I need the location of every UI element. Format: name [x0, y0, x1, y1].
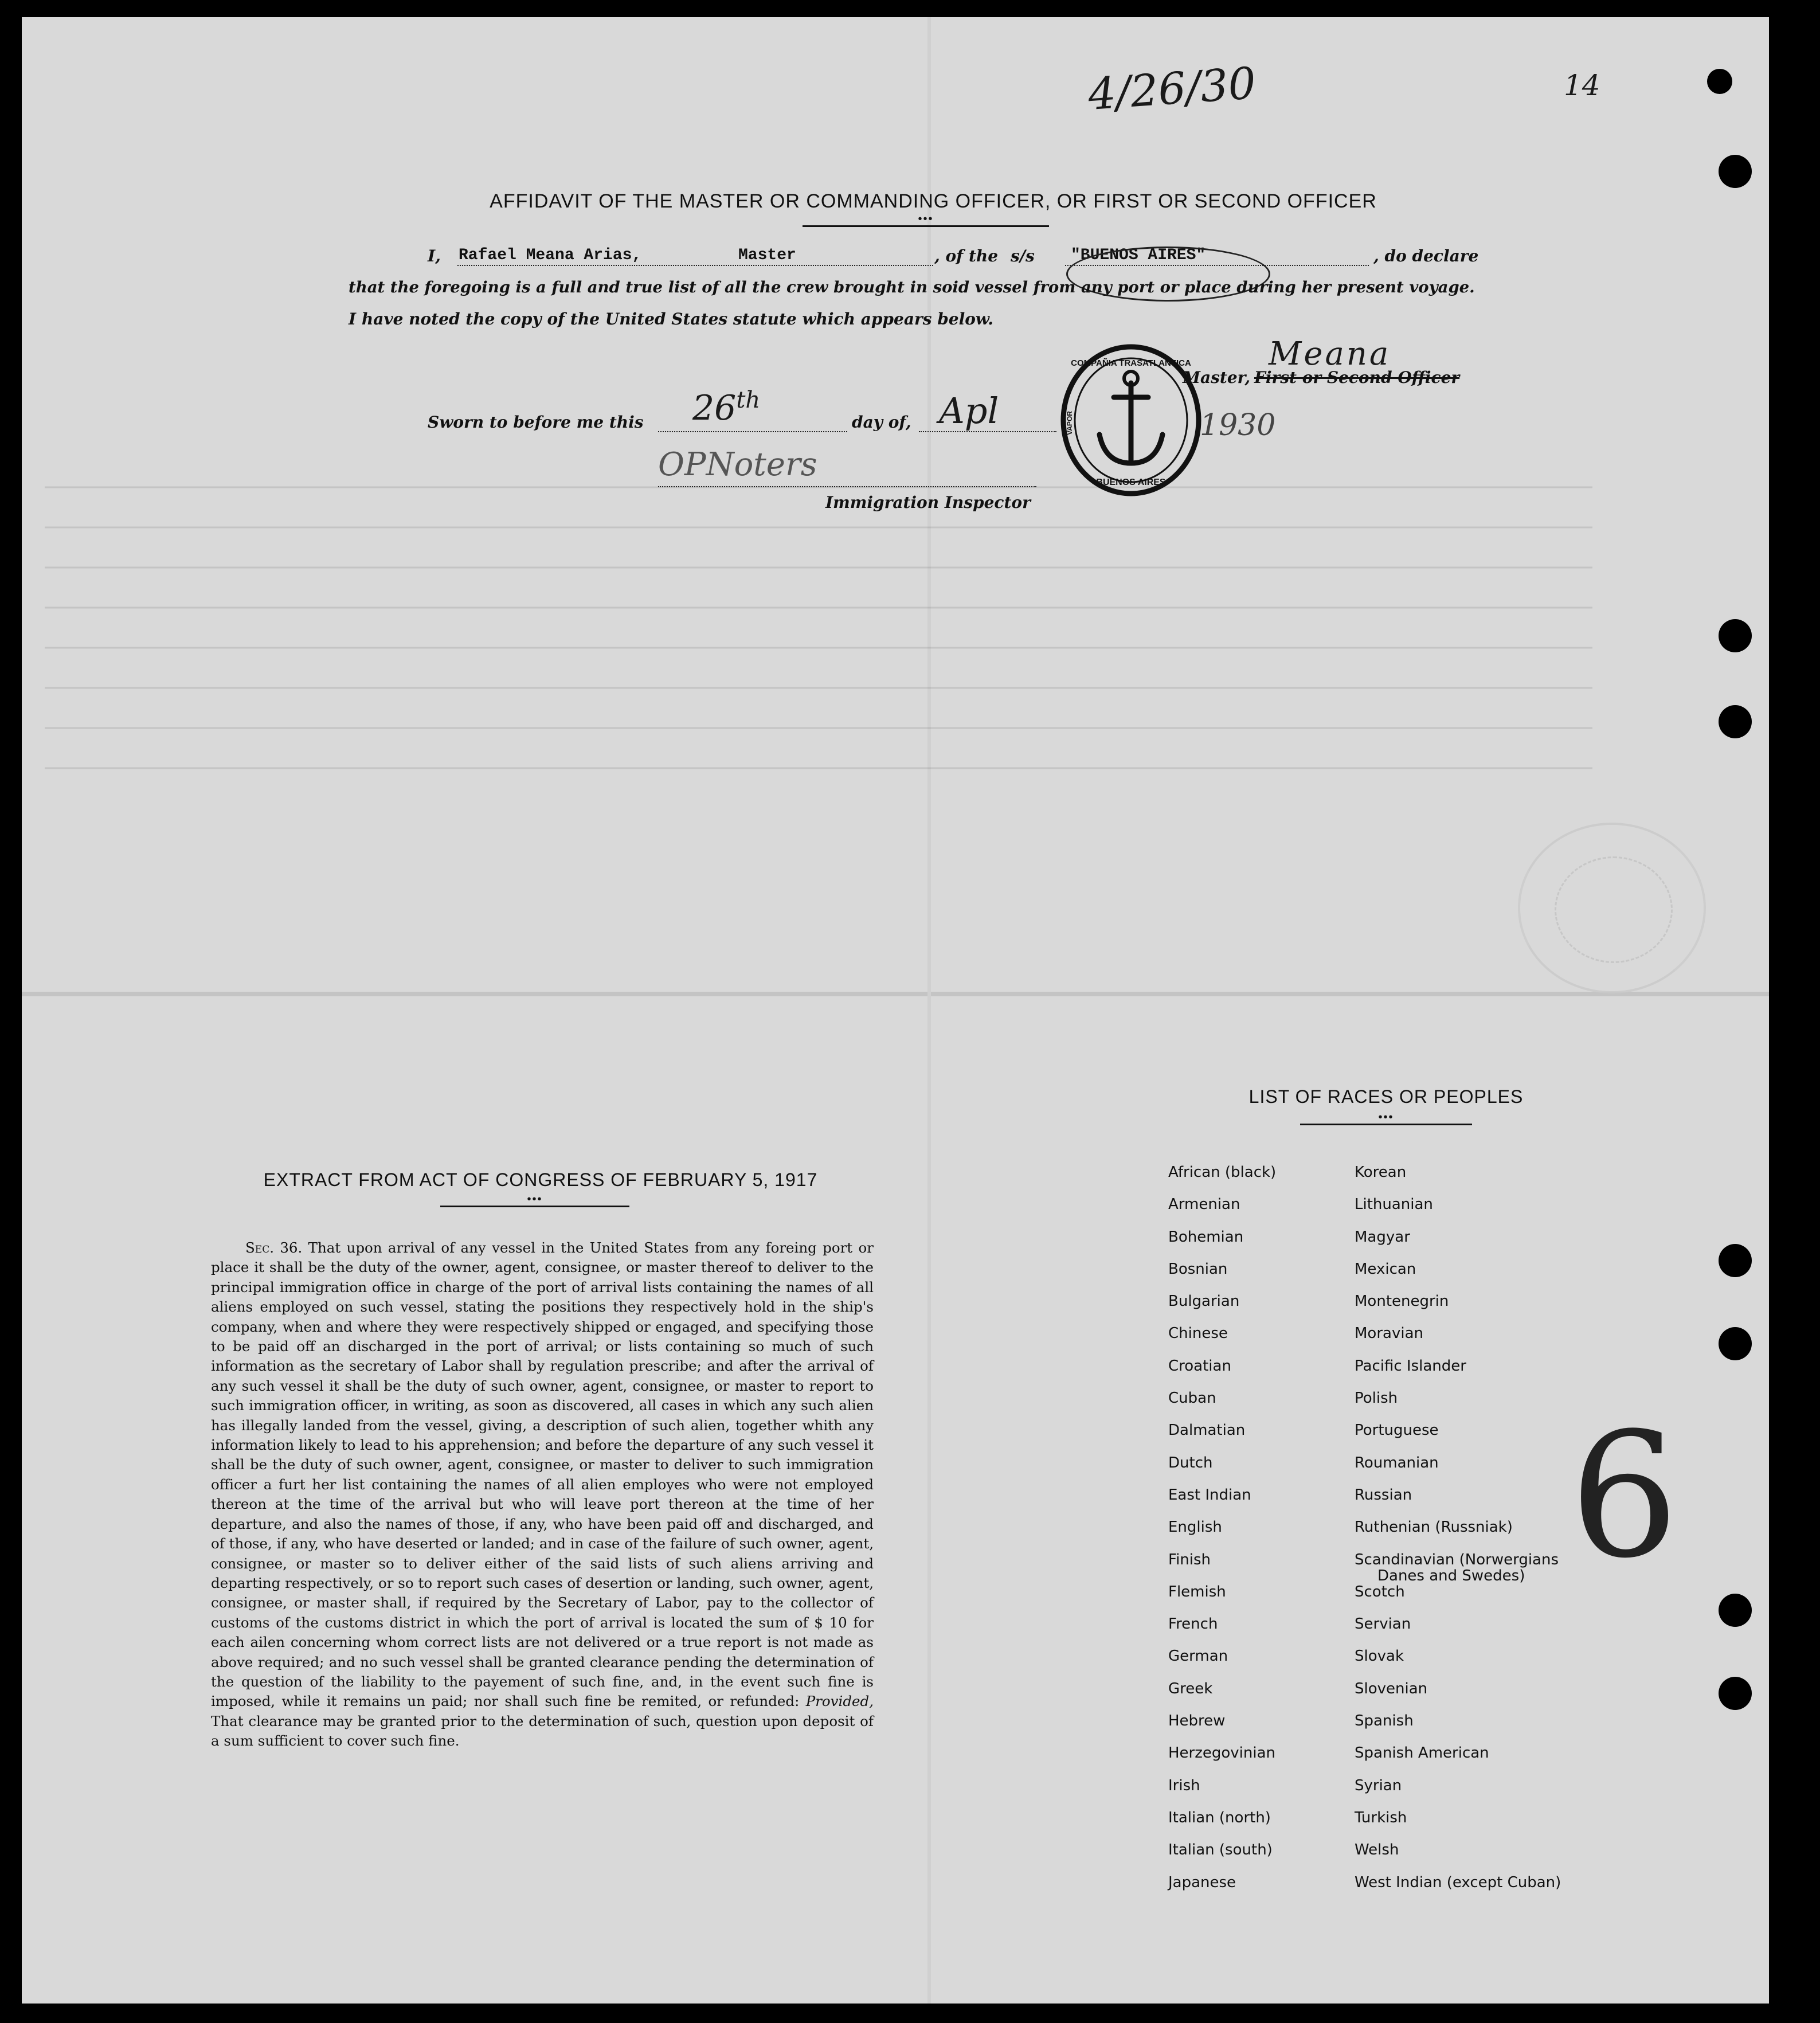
- race-item: Turkish: [1355, 1809, 1407, 1826]
- stamp-bottom-text: BUENOS AIRES: [1096, 478, 1166, 487]
- inspector-signature: OPNoters: [658, 446, 817, 483]
- race-item: African (black): [1168, 1164, 1277, 1181]
- race-item: Portuguese: [1355, 1422, 1439, 1439]
- race-item: Servian: [1355, 1615, 1411, 1633]
- race-item: Spanish: [1355, 1712, 1414, 1730]
- day-value: 26: [692, 388, 737, 428]
- document-page: [22, 17, 1769, 2004]
- race-item-continuation: Danes and Swedes): [1377, 1567, 1525, 1584]
- binder-hole: [1719, 619, 1752, 652]
- race-item: German: [1168, 1648, 1228, 1665]
- declaration-line-3: I have noted the copy of the United States statute which appears below.: [349, 310, 993, 328]
- day-superscript: th: [736, 387, 761, 413]
- race-item: Lithuanian: [1355, 1196, 1433, 1214]
- binder-hole: [1719, 1677, 1752, 1710]
- day-underline: [658, 431, 847, 432]
- extract-ornament: [440, 1206, 629, 1207]
- race-item: Cuban: [1168, 1390, 1216, 1407]
- company-anchor-stamp: [1059, 343, 1203, 498]
- race-item: Montenegrin: [1355, 1293, 1449, 1310]
- vessel-name: "BUENOS AIRES": [1071, 246, 1206, 264]
- i-label: I,: [428, 246, 441, 265]
- race-item: Korean: [1355, 1164, 1407, 1181]
- master-label: Master,: [1183, 368, 1251, 387]
- races-list-right: [1355, 1164, 1561, 1906]
- embossed-seal-inner: [1555, 856, 1673, 963]
- of-the-label: , of the: [934, 246, 999, 265]
- race-item: English: [1168, 1519, 1222, 1536]
- races-ornament: [1300, 1124, 1472, 1125]
- race-item: Bosnian: [1168, 1260, 1228, 1278]
- race-item: Welsh: [1355, 1841, 1399, 1859]
- bleed-through-table: [45, 453, 1592, 969]
- race-item: Bohemian: [1168, 1228, 1244, 1246]
- stamp-top-text: COMPAÑIA TRASATLANTICA: [1071, 358, 1191, 368]
- race-item: Pacific Islander: [1355, 1357, 1466, 1375]
- races-list-left: [1168, 1164, 1276, 1906]
- race-item: Dutch: [1168, 1454, 1213, 1472]
- stamp-side-text: VAPOR: [1066, 411, 1074, 435]
- race-item: French: [1168, 1615, 1218, 1633]
- struck-officer-label: First or Second Officer: [1254, 368, 1460, 387]
- horizontal-fold: [22, 992, 1769, 996]
- handwritten-month: Apl: [939, 390, 999, 432]
- race-item: Polish: [1355, 1390, 1398, 1407]
- inspector-label: Immigration Inspector: [825, 493, 1031, 512]
- race-item: Hebrew: [1168, 1712, 1226, 1730]
- vessel-prefix: s/s: [1011, 246, 1035, 265]
- master-name: Rafael Meana Arias,: [459, 246, 642, 264]
- embossed-seal: [1518, 823, 1706, 993]
- handwritten-year: 1930: [1200, 408, 1276, 443]
- provided-word: Provided,: [805, 1693, 874, 1710]
- race-item: Croatian: [1168, 1357, 1231, 1375]
- race-item: Syrian: [1355, 1777, 1402, 1794]
- binder-hole: [1719, 1244, 1752, 1277]
- race-item: West Indian (except Cuban): [1355, 1873, 1561, 1891]
- race-item: Ruthenian (Russniak): [1355, 1519, 1513, 1536]
- race-item: Greek: [1168, 1680, 1213, 1697]
- race-item: Dalmatian: [1168, 1422, 1246, 1439]
- race-item: Flemish: [1168, 1583, 1226, 1601]
- race-item: Spanish American: [1355, 1744, 1489, 1762]
- name-underline: [457, 265, 933, 266]
- binder-hole: [1719, 1327, 1752, 1360]
- race-item: Italian (south): [1168, 1841, 1273, 1859]
- race-item: Finish: [1168, 1551, 1211, 1568]
- extract-body-end: That clearance may be granted prior to the determination of such, question upon deposit of a sum sufficient to cover such fine.: [211, 1712, 874, 1750]
- race-item: Mexican: [1355, 1260, 1416, 1278]
- do-declare-label: , do declare: [1373, 246, 1479, 265]
- race-item: Russian: [1355, 1486, 1412, 1504]
- master-signature: Meana: [1269, 335, 1391, 373]
- binder-hole: [1719, 1594, 1752, 1627]
- binder-hole: [1707, 69, 1732, 94]
- race-item: Scotch: [1355, 1583, 1405, 1601]
- race-item: Irish: [1168, 1777, 1200, 1794]
- binder-hole: [1719, 155, 1752, 188]
- race-item: East Indian: [1168, 1486, 1251, 1504]
- race-item: Japanese: [1168, 1873, 1236, 1891]
- day-of-label: day of,: [852, 413, 911, 432]
- binder-hole: [1719, 705, 1752, 738]
- extract-body-main: That upon arrival of any vessel in the United States from any foreing port or place it shall be the duty of the owner, agent, consignee, or master thereof to deliver to the principal immigration office in charge of the port of arrival lists containing the names of all aliens employed on such vessel, stating the positions they respectively hold in the ship's company, when and where they were respectively shipped or engaged, and specifying those to be paid off an discharged in the port of arrival; or lists containing so much of such information as the secretary of Labor shall by regulation prescribe; and after the arrival of any such vessel it shall be the duty of such owner, agent, consignee, or master to report to such immigration officer, in writing, as soon as discovered, all cases in which any such alien has illegally landed from the vessel, giving, a description of such alien, together whith any information likely to lead to his apprehension; and before the departure of any such vessel it shall be the duty of such owner, agent, consignee, or master to deliver to such immigration officer a furt her list containing the names of all alien employes who were not employed thereon at the time of the arrival but who will leave port thereon at the time of her departure, and also the names of those, if any, who have been paid off and discharged, and of those, if any, who have deserted or landed; and in case of the failure of such owner, agent, consignee, or master so to deliver either of the said lists of such aliens arriving and departing respectively, or so to report such cases of desertion or landing, such owner, agent, consignee, or master shall, if required by the Secretary of Labor, pay to the collector of customs of the customs district in which the port of arrival is located the sum of $ 10 for each ailen concerning whom correct lists are not delivered or a true report is not made as above required; and no such vessel shall be granted clearance pending the determination of the question of the liability to the payement of such fine, and, in the event such fine is imposed, while it remains un paid; nor shall such fine be remited, or refunded:: [211, 1239, 874, 1710]
- handwritten-day: [692, 387, 760, 428]
- race-item-label: Scandinavian (Norwergians: [1355, 1551, 1559, 1568]
- declaration-line-2: that the foregoing is a full and true list of all the crew brought in soid vessel from any port or place during her present voyage.: [349, 278, 1475, 296]
- affidavit-title: AFFIDAVIT OF THE MASTER OR COMMANDING OFFICER, OR FIRST OR SECOND OFFICER: [490, 190, 1377, 212]
- race-item: Moravian: [1355, 1325, 1423, 1343]
- race-item: Italian (north): [1168, 1809, 1271, 1826]
- handwritten-corner-mark: 14: [1564, 69, 1600, 102]
- handwritten-number: 6: [1569, 1396, 1679, 1596]
- race-item: [1355, 1551, 1561, 1583]
- races-title: LIST OF RACES OR PEOPLES: [1248, 1086, 1524, 1107]
- race-item: Slovenian: [1355, 1680, 1428, 1697]
- master-rank: Master: [738, 246, 796, 264]
- race-item: Herzegovinian: [1168, 1744, 1276, 1762]
- race-item: Armenian: [1168, 1196, 1240, 1214]
- inspector-underline: [658, 486, 1036, 487]
- title-ornament: [803, 225, 1049, 227]
- extract-title: EXTRACT FROM ACT OF CONGRESS OF FEBRUARY 5, 1917: [263, 1169, 818, 1190]
- race-item: Slovak: [1355, 1648, 1404, 1665]
- race-item: Chinese: [1168, 1325, 1228, 1343]
- race-item: Magyar: [1355, 1228, 1410, 1246]
- sworn-label: Sworn to before me this: [428, 413, 644, 432]
- handwritten-date-top: 4/26/30: [1086, 57, 1258, 120]
- extract-body: [211, 1238, 874, 1751]
- race-item: Roumanian: [1355, 1454, 1439, 1472]
- race-item: Bulgarian: [1168, 1293, 1240, 1310]
- section-label: Sec. 36.: [245, 1239, 303, 1256]
